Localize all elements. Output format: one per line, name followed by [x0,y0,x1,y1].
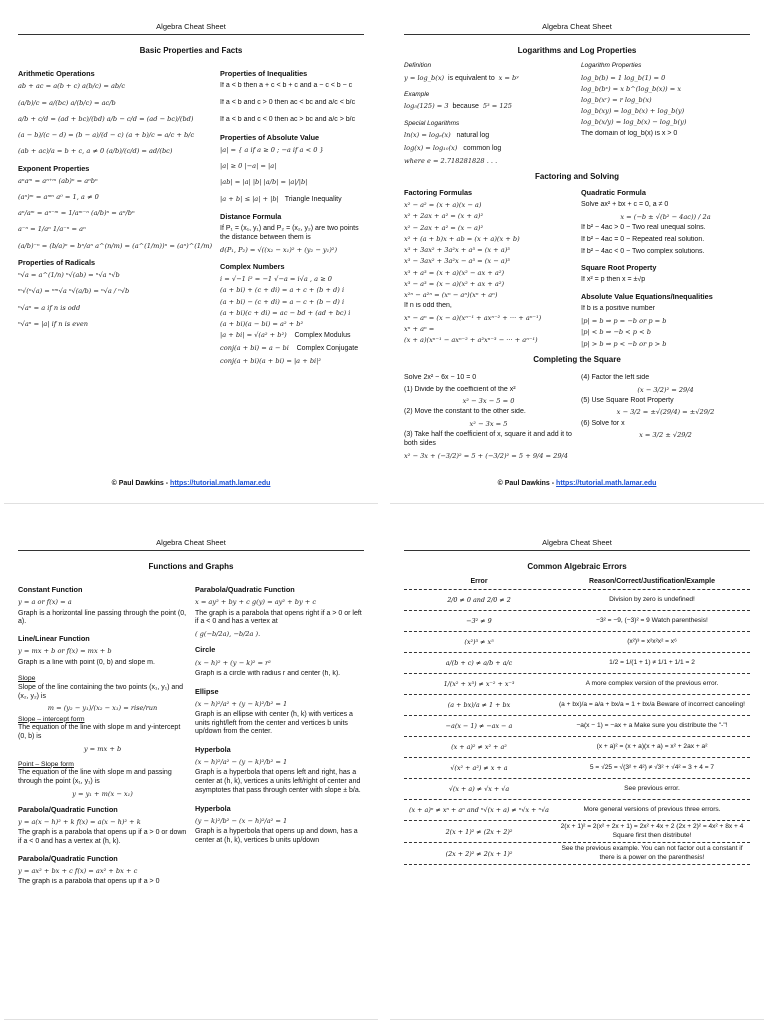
formula: i = √−1 i² = −1 √−a = i√a , a ≥ 0 [220,275,332,284]
text: (3) Take half the coefficient of x, square it and add it to both sides [404,431,572,448]
error-cell: (x + a)² ≠ x² + a² [451,743,507,752]
section-title: Parabola/Quadratic Function [18,804,118,814]
page-functions-graphs [4,520,378,1020]
text: Graph is a circle with radius r and center (h, k). [195,669,341,677]
page-header: Algebra Cheat Sheet [18,520,364,551]
page-header: Algebra Cheat Sheet [18,4,364,35]
label: Slope [18,675,36,683]
section-title: Quadratic Formula [581,187,646,197]
formula: 5³ = 125 [482,102,512,111]
label: Slope – intercept form [18,715,85,723]
formula: (a + bi) − (c + di) = a − c + (b − d) i [220,297,345,306]
text: (2) Move the constant to the other side. [404,408,526,416]
section-title: Properties of Radicals [18,257,96,267]
formula: x = ay² + by + c g(y) = ay² + by + c [195,598,317,607]
error-cell: 2(x + 1)² ≠ (2x + 2)² [445,827,513,836]
formula: x − 3/2 = ±√(29/4) = ±√29/2 [616,408,715,417]
formula: x = 3/2 ± √29/2 [639,431,692,440]
section-title: Properties of Absolute Value [220,132,320,142]
formula: x² + (a + b)x + ab = (x + a)(x + b) [404,234,520,243]
right-column [581,188,750,351]
formula: log_b(xy) = log_b(x) + log_b(y) [581,107,685,116]
section-title: Exponent Properties [18,163,90,173]
reason-cell: (x + a)² = (x + a)(x + a) = x² + 2ax + a² [596,742,708,750]
reason-cell: See the previous example. You can not factor out a constant if there is a power on the parenthesis! [561,845,743,861]
label: Complex Conjugate [296,345,359,353]
section-title: Complex Numbers [220,262,285,272]
formula: ab + ac = a(b + c) a(b/c) = ab/c [18,82,126,91]
errors-table [390,589,764,865]
formula: ᵐ√(ⁿ√a) = ⁿᵐ√a ⁿ√(a/b) = ⁿ√a / ⁿ√b [18,287,130,296]
text: Graph is a line with point (0, b) and slope m. [18,658,155,666]
formula: (a/b)⁻ⁿ = (b/a)ⁿ = bⁿ/aⁿ a^(n/m) = (a^(1/m))ⁿ = (aⁿ)^(1/m) [18,241,213,250]
section-title: Arithmetic Operations [18,69,95,79]
reason-cell: −3² = −9, (−3)² = 9 Watch parenthesis! [596,616,708,624]
column-header-reason: Reason/Correct/Justification/Example [588,578,716,586]
formula: conj(a + bi) = a − bi [220,344,289,353]
page-title: Functions and Graphs [148,562,234,572]
reason-cell: 2(x + 1)² = 2(x² + 2x + 1) = 2x² + 4x + 2 (2x + 2)² = 4x² + 8x + 4 Square first then distribute! [560,823,744,839]
formula: (a/b)/c = a/(bc) a/(b/c) = ac/b [18,98,116,107]
column-header-error: Error [470,578,488,586]
formula: x² − 3x + (−3/2)² = 5 + (−3/2)² = 5 + 9/4 = 29/4 [404,451,568,460]
formula: x² − a² = (x + a)(x − a) [404,201,482,210]
text: The equation of the line with slope m and y-intercept (0, b) is [18,724,181,740]
section-title: Parabola/Quadratic Function [18,853,118,863]
formula: ln(x) = logₑ(x) [404,131,451,140]
page-common-errors [390,520,764,1020]
text: Graph is a hyperbola that opens left and right, has a center at (h, k), vertices a units left/right of center and asymptotes that pass through center with slope ± b/a. [195,769,361,794]
text: If a < b and c < 0 then ac > bc and a/c > b/c [220,115,356,123]
formula: log_b(xʳ) = r log_b(x) [581,95,652,104]
formula: log_b(b) = 1 log_b(1) = 0 [581,73,666,82]
formula: (a + bi) + (c + di) = a + c + (b + d) i [220,286,345,295]
footer-credit: © Paul Dawkins - [111,480,171,488]
error-cell: 2/0 ≠ 0 and 2/0 ≠ 2 [447,596,511,605]
formula: xⁿ + aⁿ = [404,325,435,334]
table-row [404,799,750,820]
page-logarithms [390,4,764,504]
formula: |p| = b ⇒ p = −b or p = b [581,317,667,326]
formula: |a + bi| = √(a² + b²) [220,331,287,340]
page-header: Algebra Cheat Sheet [404,520,750,551]
label: Triangle Inequality [284,195,342,203]
text: The domain of log_b(x) is x > 0 [581,129,678,137]
text: If a < b and c > 0 then ac < bc and a/c < b/c [220,99,356,107]
error-cell: √(x² + a²) ≠ x + a [450,764,508,773]
left-column [404,188,573,351]
formula: xⁿ − aⁿ = (x − a)(xⁿ⁻¹ + axⁿ⁻² + ··· + aⁿ⁻¹) [404,313,542,322]
section-title: Ellipse [195,686,219,696]
error-cell: (2x + 2)² ≠ 2(x + 1)² [445,849,513,858]
error-cell: −a(x − 1) ≠ −ax − a [445,722,513,731]
formula: (ab + ac)/a = b + c, a ≠ 0 (a/b)/(c/d) = ad/(bc) [18,147,173,156]
table-row [404,820,750,842]
text: Graph is an ellipse with center (h, k) with vertices a units right/left from the center and vertices b units up/down from the center. [195,710,353,736]
label: Special Logarithms [404,120,460,128]
formula: x³ − a³ = (x − a)(x² + ax + a²) [404,279,505,288]
formula: (x − h)²/a² − (y − k)²/b² = 1 [195,758,288,767]
table-row [404,736,750,757]
formula: y = ax² + bx + c f(x) = ax² + bx + c [18,866,138,875]
section-title: Circle [195,645,216,655]
right-column [220,62,364,368]
page-header: Algebra Cheat Sheet [404,4,750,35]
text: common log [463,145,502,152]
footer-link[interactable]: https://tutorial.math.lamar.edu [170,480,271,488]
section-title: Constant Function [18,585,83,595]
left-column [18,62,212,368]
section-title: Hyperbola [195,745,231,755]
text: If x² = p then x = ±√p [581,276,646,284]
text: Solve ax² + bx + c = 0, a ≠ 0 [581,201,669,209]
reason-cell: (a + bx)/a = a/a + bx/a = 1 + bx/a Beware of incorrect canceling! [558,700,745,708]
formula: a/b + c/d = (ad + bc)/(bd) a/b − c/d = (ad − bc)/(bd) [18,114,194,123]
section-title: Parabola/Quadratic Function [195,585,295,595]
formula: ( g(−b/2a), −b/2a ). [195,630,261,639]
formula: x³ + a³ = (x + a)(x² − ax + a²) [404,268,505,277]
formula: a⁻ⁿ = 1/aⁿ 1/a⁻ⁿ = aⁿ [18,225,86,234]
reason-cell: (x²)³ = x²x²x² = x⁶ [627,637,677,645]
right-column [195,578,364,890]
formula: (a + bi)(a − bi) = a² + b² [220,320,304,329]
page-title: Common Algebraic Errors [527,562,627,572]
text: because [452,103,479,111]
formula: (x − 3/2)² = 29/4 [637,385,694,394]
formula: aⁿ/aᵐ = aⁿ⁻ᵐ = 1/aᵐ⁻ⁿ (a/b)ⁿ = aⁿ/bⁿ [18,209,135,218]
formula: x² − 3x = 5 [469,420,508,429]
formula: (a + bi)(c + di) = ac − bd + (ad + bc) i [220,308,351,317]
error-cell: 1/(x² + x³) ≠ x⁻² + x⁻³ [443,680,515,689]
page-title: Basic Properties and Facts [139,46,243,56]
section-title: Square Root Property [581,263,657,273]
error-cell: −3² ≠ 9 [466,617,492,626]
formula: y = a or f(x) = a [18,598,72,607]
text: (5) Use Square Root Property [581,396,674,404]
text: (1) Divide by the coefficient of the x² [404,385,516,393]
table-row [404,842,750,865]
formula: x³ + 3ax² + 3a²x + a³ = (x + a)³ [404,246,510,255]
formula: |a| = { a if a ≥ 0 ; −a if a < 0 } [220,145,324,154]
formula: (x + a)(xⁿ⁻¹ − axⁿ⁻² + a²xⁿ⁻³ − ··· + aⁿ⁻¹) [404,336,538,345]
text: The graph is a parabola that opens right if a > 0 or left if a < 0 and has a vertex at [195,609,362,626]
text: (6) Solve for x [581,419,625,427]
formula: log_b(bˣ) = x b^(log_b(x)) = x [581,84,682,93]
label: Complex Modulus [294,332,351,340]
section-heading: Factoring and Solving [534,171,619,181]
error-cell: (x²)³ ≠ x⁵ [464,638,494,647]
text: Graph is a horizontal line passing through the point (0, a). [18,609,187,626]
text: Slope of the line containing the two points (x₁, y₁) and (x₂, y₂) is [18,683,184,700]
footer-link[interactable]: https://tutorial.math.lamar.edu [556,480,657,488]
formula: x² − 2ax + a² = (x − a)² [404,223,484,232]
table-row [404,715,750,736]
left-column [404,371,573,463]
formula: x = bʸ [498,73,519,82]
reason-cell: A more complex version of the previous error. [585,679,719,687]
formula: x²ⁿ − a²ⁿ = (xⁿ − aⁿ)(xⁿ + aⁿ) [404,290,498,299]
label: Point – Slope form [18,760,74,768]
formula: m = (y₂ − y₁)/(x₂ − x₁) = rise/run [47,704,158,713]
text: If P₁ = (x₁, y₁) and P₂ = (x₂, y₂) are two points the distance between them is [220,225,359,242]
formula: x² + 2ax + a² = (x + a)² [404,212,484,221]
formula: (a − b)/(c − d) = (b − a)/(d − c) (a + b)/c = a/c + b/c [18,131,195,140]
table-row [404,757,750,778]
formula: conj(a + bi)(a + bi) = |a + bi|² [220,356,322,365]
section-title: Factoring Formulas [404,187,473,197]
section-heading: Completing the Square [533,354,621,364]
formula: where e = 2.718281828 . . . [404,156,498,165]
formula: y = log_b(x) [404,73,445,82]
error-cell: (a + bx)/a ≠ 1 + bx [447,701,511,710]
right-column [581,371,750,463]
table-row [404,673,750,694]
table-row [404,778,750,799]
text: natural log [456,132,490,140]
formula: y = a(x − h)² + k f(x) = a(x − h)² + k [18,818,141,827]
table-row [404,589,750,610]
text: The graph is a parabola that opens up if a > 0 [18,878,160,886]
table-row [404,631,750,652]
text: The graph is a parabola that opens up if a > 0 or down if a < 0 and has a vertex at (h, k). [18,829,187,846]
formula: x³ − 3ax² + 3a²x − a³ = (x − a)³ [404,257,510,266]
label: Logarithm Properties [581,62,642,70]
text: The equation of the line with slope m and passing through the point (x₁, y₁) is [18,769,172,785]
left-column [18,578,187,890]
reason-cell: 5 = √25 = √(3² + 4²) ≠ √3² + √4² = 3 + 4 = 7 [589,763,715,771]
text: Solve 2x² − 6x − 10 = 0 [404,373,477,381]
text: If b² − 4ac = 0 − Repeated real solution. [581,235,705,243]
reason-cell: −a(x − 1) = −ax + a Make sure you distribute the "-"! [576,721,728,729]
section-title: Line/Linear Function [18,634,90,644]
reason-cell: More general versions of previous three errors. [583,805,721,813]
formula: d(P₁, P₂) = √((x₂ − x₁)² + (y₂ − y₁)²) [220,245,338,254]
formula: y = y₁ + m(x − x₁) [72,789,133,798]
reason-cell: Division by zero is undefined! [609,595,695,603]
footer [4,480,378,489]
footer [390,480,764,489]
formula: log₅(125) = 3 [404,102,449,111]
page-basic-properties [4,4,378,504]
formula: |p| > b ⇒ p < −b or p > b [581,339,667,348]
formula: |ab| = |a| |b| |a/b| = |a|/|b| [220,178,308,187]
formula: x = (−b ± √(b² − 4ac)) / 2a [620,212,711,221]
text: (4) Factor the left side [581,373,650,381]
left-column [404,62,573,168]
formula: |a| ≥ 0 |−a| = |a| [220,162,277,171]
table-row [404,610,750,631]
right-column [581,62,750,168]
table-row [404,694,750,715]
text: If b² − 4ac < 0 − Two complex solutions. [581,247,705,255]
text: Graph is a hyperbola that opens up and down, has a center at (h, k), vertices b units up/down [195,828,358,844]
formula: |a + b| ≤ |a| + |b| [220,194,279,203]
formula: y = mx + b [83,744,122,753]
error-cell: a/(b + c) ≠ a/b + a/c [445,659,513,668]
section-title: Absolute Value Equations/Inequalities [581,292,713,302]
section-title: Properties of Inequalities [220,69,308,79]
section-title: Distance Formula [220,212,282,222]
page-title: Logarithms and Log Properties [517,46,637,56]
text: If n is odd then, [404,302,452,310]
formula: x² − 3x − 5 = 0 [462,397,515,406]
formula: ⁿ√aⁿ = |a| if n is even [18,319,89,328]
label: Example [404,91,430,99]
formula: (y − k)²/b² − (x − h)²/a² = 1 [195,816,288,825]
text: If b² − 4ac > 0 − Two real unequal solns. [581,224,706,232]
reason-cell: See previous error. [624,784,680,792]
formula: aⁿaᵐ = aⁿ⁺ᵐ (ab)ⁿ = aⁿbⁿ [18,176,98,185]
text: If a < b then a + c < b + c and a − c < b − c [220,82,353,90]
formula: ⁿ√a = a^(1/n) ⁿ√(ab) = ⁿ√a ⁿ√b [18,271,120,280]
reason-cell: 1/2 = 1/(1 + 1) ≠ 1/1 + 1/1 = 2 [609,658,695,666]
section-title: Hyperbola [195,803,231,813]
error-cell: √(x + a) ≠ √x + √a [448,785,510,794]
formula: y = mx + b or f(x) = mx + b [18,647,112,656]
label: Definition [404,62,432,70]
formula: |p| < b ⇒ −b < p < b [581,328,651,337]
formula: (x − h)² + (y − k)² = r² [195,658,271,667]
table-header [390,578,764,587]
table-row [404,652,750,673]
error-cell: (x + a)ⁿ ≠ xⁿ + aⁿ and ⁿ√(x + a) ≠ ⁿ√x + ⁿ√a [409,806,549,815]
formula: (aⁿ)ᵐ = aⁿᵐ a⁰ = 1, a ≠ 0 [18,193,99,201]
text: If b is a positive number [581,305,655,313]
footer-credit: © Paul Dawkins - [497,480,557,488]
formula: ⁿ√aⁿ = a if n is odd [18,303,81,312]
formula: (x − h)²/a² + (y − k)²/b² = 1 [195,699,288,708]
formula: log_b(x/y) = log_b(x) − log_b(y) [581,118,687,127]
text: is equivalent to [448,74,495,82]
formula: log(x) = log₁₀(x) [404,144,458,152]
